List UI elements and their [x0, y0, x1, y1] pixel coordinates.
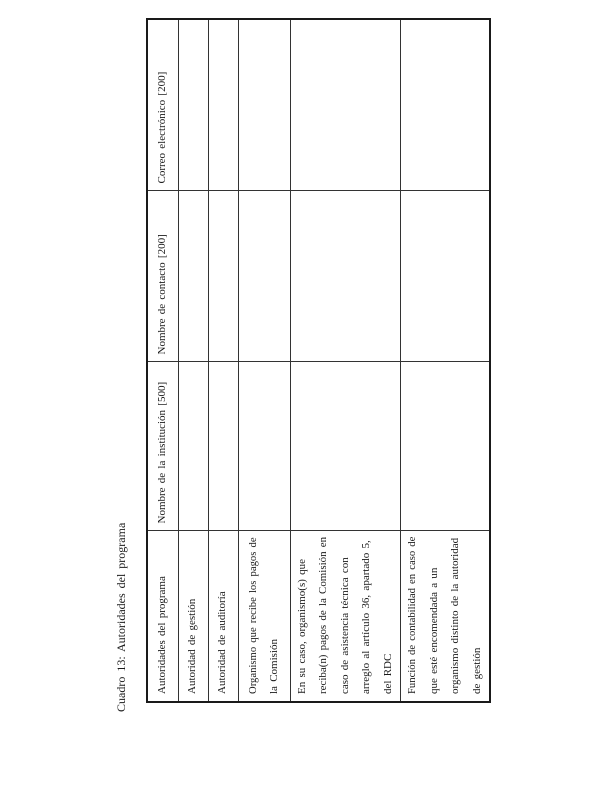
row-label-cell: [178, 531, 208, 702]
empty-value-cell: [401, 191, 491, 362]
column-header: [147, 19, 178, 191]
empty-value-cell: [178, 362, 208, 531]
empty-value-cell: [290, 362, 401, 531]
cell-content: [222, 192, 224, 362]
program-authorities-table: [146, 18, 491, 703]
cell-content: [151, 192, 175, 362]
cell-content: [344, 363, 346, 531]
cell-content: [192, 192, 194, 362]
row-label-cell: [238, 531, 290, 702]
cell-text-line: En su caso, organismo(s) que: [295, 558, 308, 694]
row-label-cell: [208, 531, 238, 702]
cell-text-line: organismo distinto de la autoridad: [449, 537, 461, 694]
cell-content: [291, 532, 401, 702]
table-row: [208, 19, 238, 702]
table-caption: Cuadro 13: Autoridades del programa: [114, 522, 128, 712]
cell-text-line: Nombre de la institución [500]: [156, 381, 168, 524]
row-label-cell: [401, 531, 491, 702]
cell-content: [151, 20, 175, 191]
cell-text-line: Organismo que recibe los pagos de: [246, 537, 259, 694]
cell-content: [401, 532, 489, 702]
cell-text-line: Función de contabilidad en caso de: [406, 536, 418, 694]
empty-value-cell: [208, 19, 238, 191]
cell-content: [181, 532, 205, 702]
empty-value-cell: [208, 191, 238, 362]
empty-value-cell: [208, 362, 238, 531]
cell-text-line: Autoridad de gestión: [186, 598, 199, 694]
cell-text-line: Nombre de contacto [200]: [156, 234, 168, 355]
cell-content: [263, 363, 265, 531]
empty-value-cell: [178, 191, 208, 362]
table-row: [178, 19, 208, 702]
cell-text-line: la Comisión: [268, 639, 280, 694]
cell-content: [151, 363, 175, 531]
cell-content: [444, 192, 446, 362]
cell-text-line: del RDC: [381, 653, 394, 694]
cell-content: [444, 20, 446, 191]
column-header: [147, 531, 178, 702]
row-label-cell: [290, 531, 401, 702]
cell-content: [151, 532, 175, 702]
cell-content: [242, 532, 287, 702]
cell-content: [222, 20, 224, 191]
table-row: [238, 19, 290, 702]
table-body: [147, 19, 490, 702]
empty-value-cell: [178, 19, 208, 191]
table-row: [401, 19, 491, 702]
empty-value-cell: [238, 191, 290, 362]
empty-value-cell: [238, 362, 290, 531]
empty-value-cell: [290, 19, 401, 191]
cell-content: [222, 363, 224, 531]
cell-text-line: Autoridades del programa: [156, 576, 168, 694]
table-row: [290, 19, 401, 702]
cell-text-line: caso de asistencia técnica con: [338, 557, 351, 694]
cell-content: [192, 363, 194, 531]
empty-value-cell: [238, 19, 290, 191]
cell-text-line: Autoridad de auditoría: [216, 591, 229, 694]
header-row: [147, 19, 178, 702]
empty-value-cell: [401, 19, 491, 191]
cell-text-line: Correo electrónico [200]: [156, 71, 168, 184]
cell-text-line: de gestión: [470, 647, 483, 694]
cell-content: [263, 192, 265, 362]
empty-value-cell: [401, 362, 491, 531]
cell-text-line: que esté encomendada a un: [427, 567, 440, 694]
empty-value-cell: [290, 191, 401, 362]
cell-text-line: reciba(n) pagos de la Comisión en: [317, 536, 329, 694]
cell-content: [211, 532, 235, 702]
column-header: [147, 362, 178, 531]
cell-content: [263, 20, 265, 191]
cell-content: [444, 363, 446, 531]
cell-content: [344, 192, 346, 362]
cell-content: [344, 20, 346, 191]
column-header: [147, 191, 178, 362]
cell-text-line: arreglo al artículo 36, apartado 5,: [360, 540, 372, 694]
cell-content: [192, 20, 194, 191]
